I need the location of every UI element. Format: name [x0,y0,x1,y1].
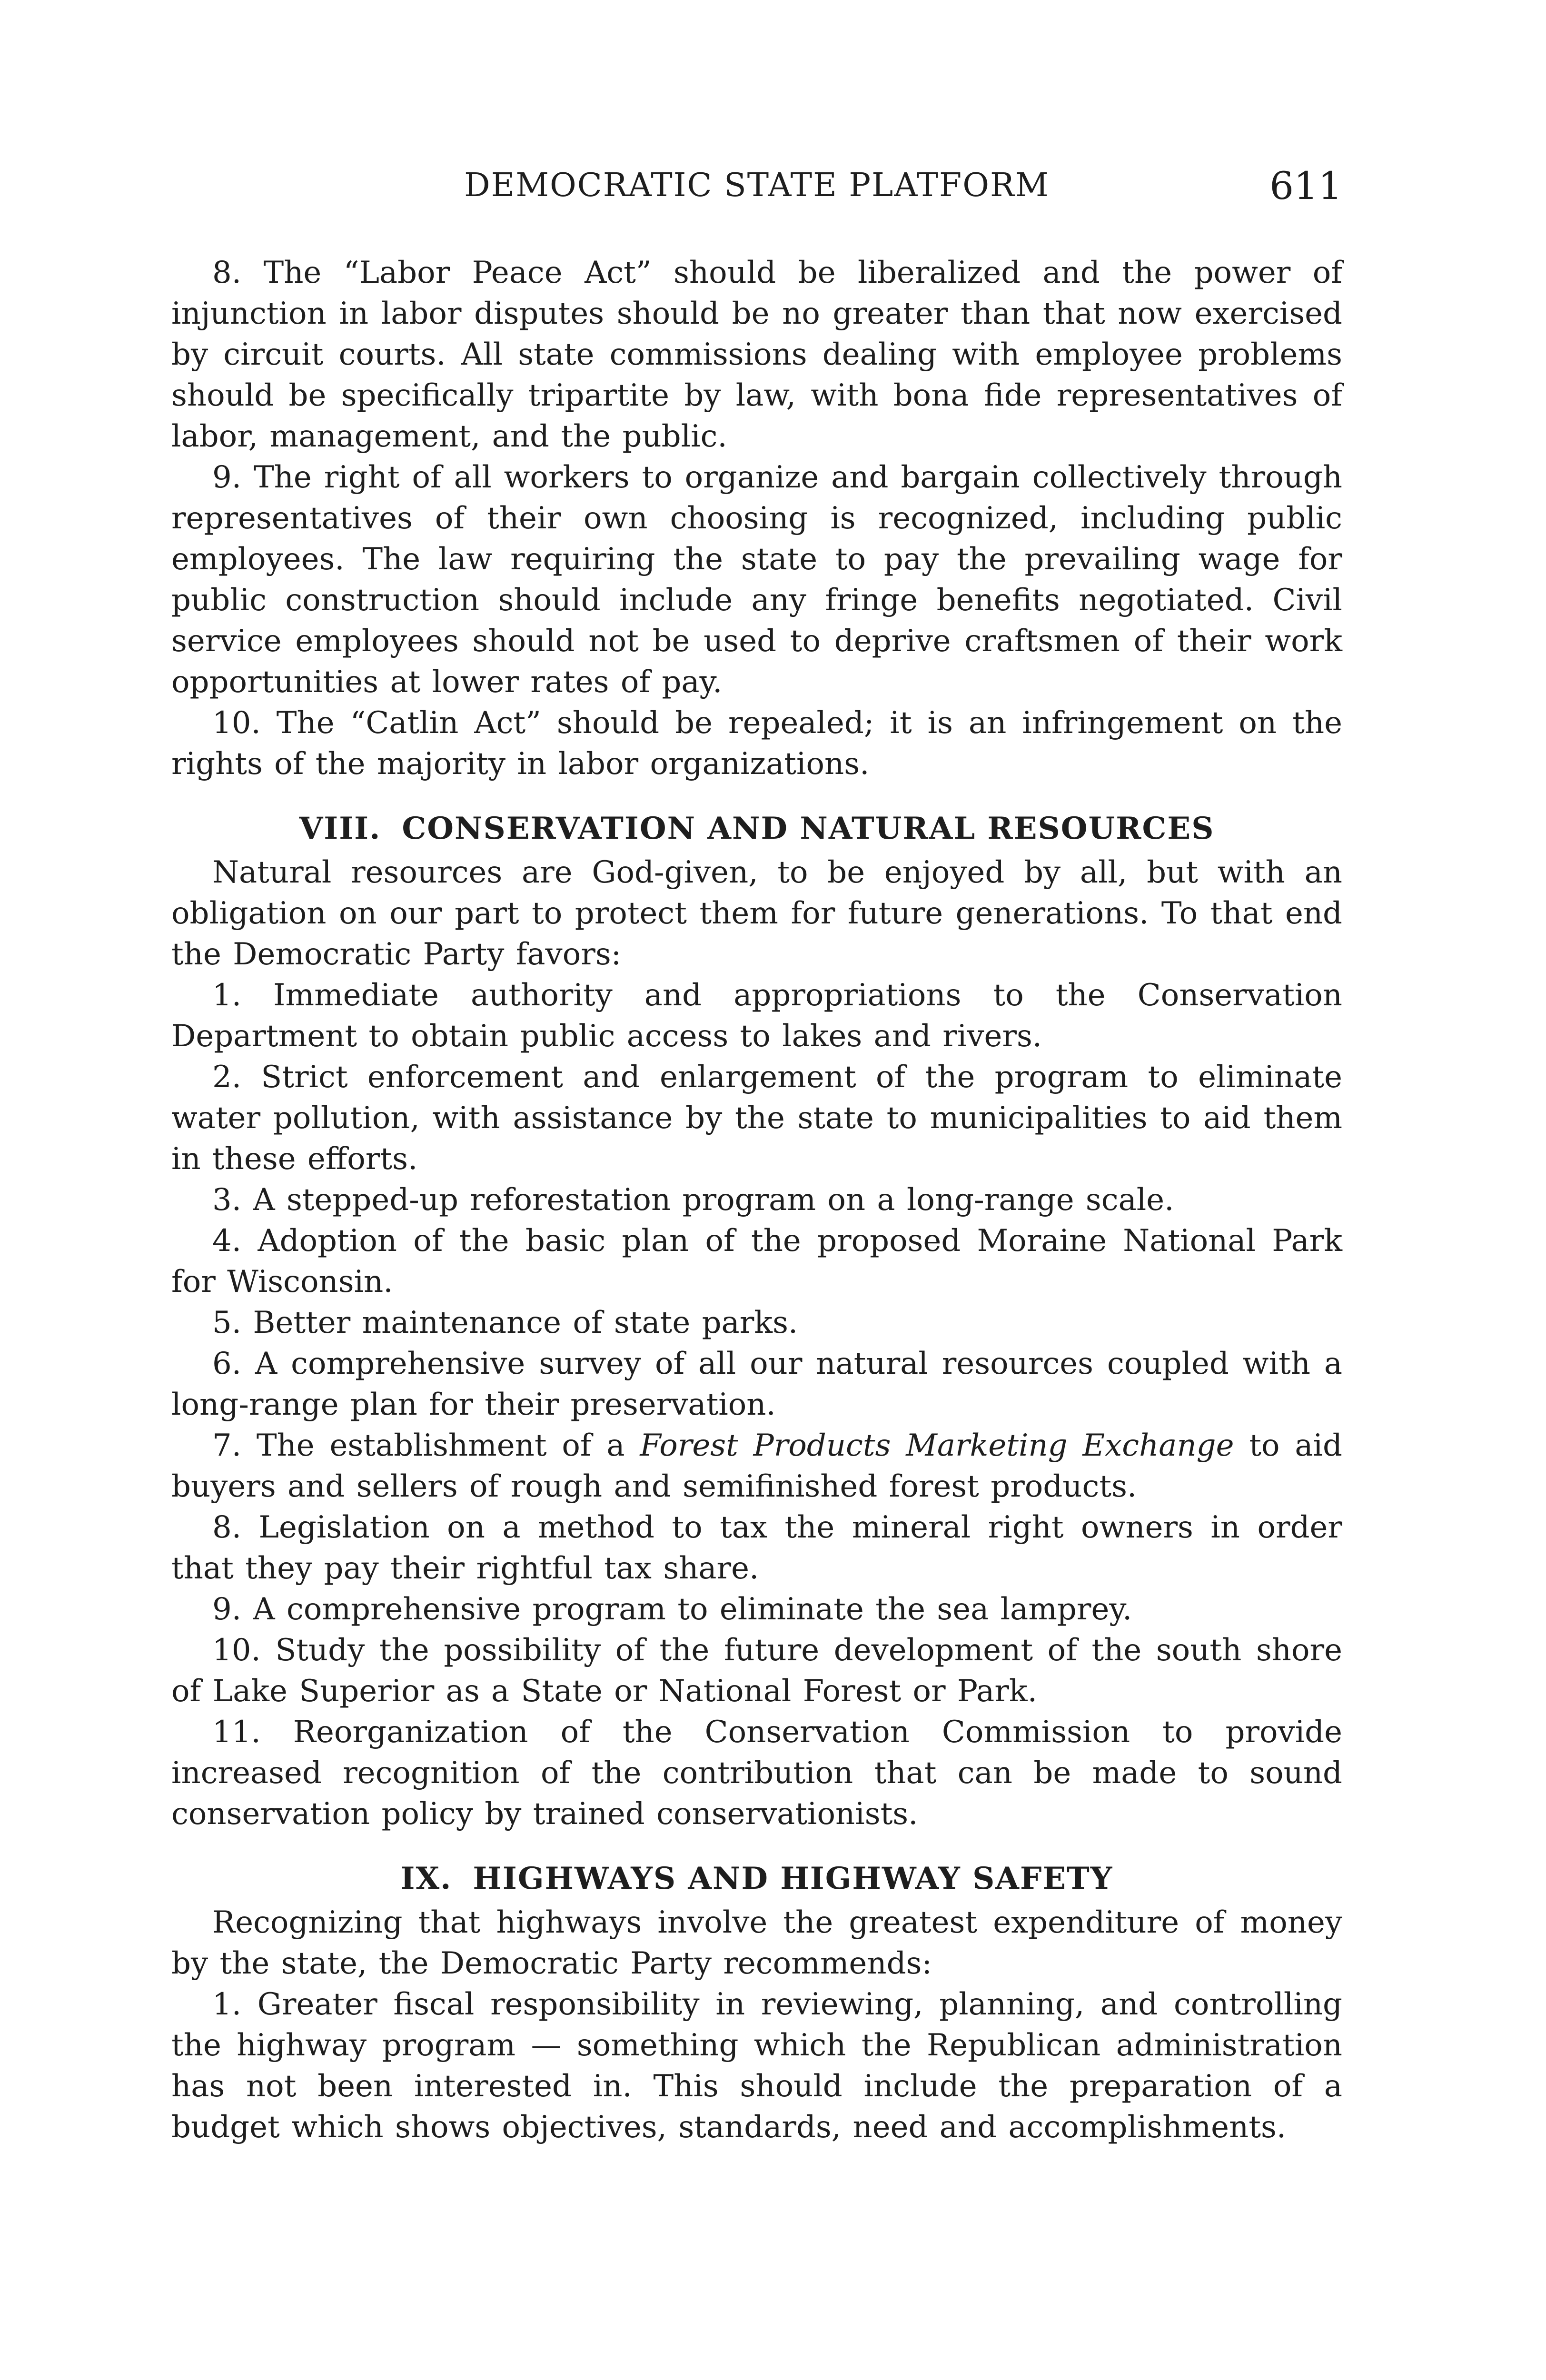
paragraph: 9. The right of all workers to organize and bargain collectively through representatives of their own choosing is recognized, including public employees. The law requiring the state to pay the prevailing wage for public construction should include any fringe benefits negotiated. Civil service employees should not be used to deprive craftsmen of their work opportunities at lower rates of pay. [171,460,1342,700]
list-item: 9. A comprehensive program to eliminate the sea lamprey. [212,1592,1132,1627]
section-intro: Recognizing that highways involve the greatest expenditure of money by the state, the Democratic Party recommends: [171,1905,1342,1981]
section-numeral: IX. [400,1861,452,1896]
list-item: 10. Study the possibility of the future development of the south shore of Lake Superior as a State or National Forest or Park. [171,1633,1342,1709]
list-item [171,1425,1342,1507]
running-title: DEMOCRATIC STATE PLATFORM [464,167,1050,204]
running-head [171,164,1342,219]
item-text: to aid buyers and sellers of rough and semifinished forest products. [171,1428,1343,1504]
list-item: 4. Adoption of the basic plan of the proposed Moraine National Park for Wisconsin. [171,1223,1342,1299]
section-viii-body [171,852,1342,1835]
list-item: 3. A stepped-up reforestation program on a long-range scale. [212,1182,1174,1218]
list-item: 1. Immediate authority and appropriations to the Conservation Department to obtain public access to lakes and rivers. [171,978,1342,1054]
list-item: 1. Greater fiscal responsibility in reviewing, planning, and controlling the highway program — something which the Republican administration has not been interested in. This should include the preparation of a budget which shows objectives, standards, need and accomplishments. [171,1987,1342,2145]
section-intro: Natural resources are God-given, to be enjoyed by all, but with an obligation on our part to protect them for future generations. To that end the Democratic Party favors: [171,855,1342,972]
item-text: 7. The establishment of a [212,1428,640,1463]
section-title: CONSERVATION AND NATURAL RESOURCES [402,811,1215,846]
list-item: 6. A comprehensive survey of all our natural resources coupled with a long-range plan for their preservation. [171,1346,1342,1422]
labor-items [171,252,1342,784]
list-item: 11. Reorganization of the Conservation Commission to provide increased recognition of the contribution that can be made to sound conservation policy by trained conservationists. [171,1715,1342,1832]
italic-title: Forest Products Marketing Exchange [640,1428,1234,1463]
list-item: 8. Legislation on a method to tax the mineral right owners in order that they pay their rightful tax share. [171,1510,1342,1586]
section-heading-viii [171,808,1342,849]
section-title: HIGHWAYS AND HIGHWAY SAFETY [473,1861,1113,1896]
list-item: 5. Better maintenance of state parks. [212,1305,798,1340]
paragraph: 10. The “Catlin Act” should be repealed; it is an infringement on the rights of the majority in labor organizations. [171,705,1342,782]
page-number: 611 [1269,164,1342,208]
list-item: 2. Strict enforcement and enlargement of the program to eliminate water pollution, with assistance by the state to municipalities to aid them in these efforts. [171,1060,1342,1177]
section-ix-body [171,1902,1342,2148]
section-heading-ix [171,1858,1342,1899]
section-numeral: VIII. [299,811,381,846]
paragraph: 8. The “Labor Peace Act” should be liberalized and the power of injunction in labor disputes should be no greater than that now exercised by circuit courts. All state commissions dealing with employee problems should be specifically tripartite by law, with bona fide representatives of labor, management, and the public. [171,255,1342,454]
document-page [171,164,1343,2148]
